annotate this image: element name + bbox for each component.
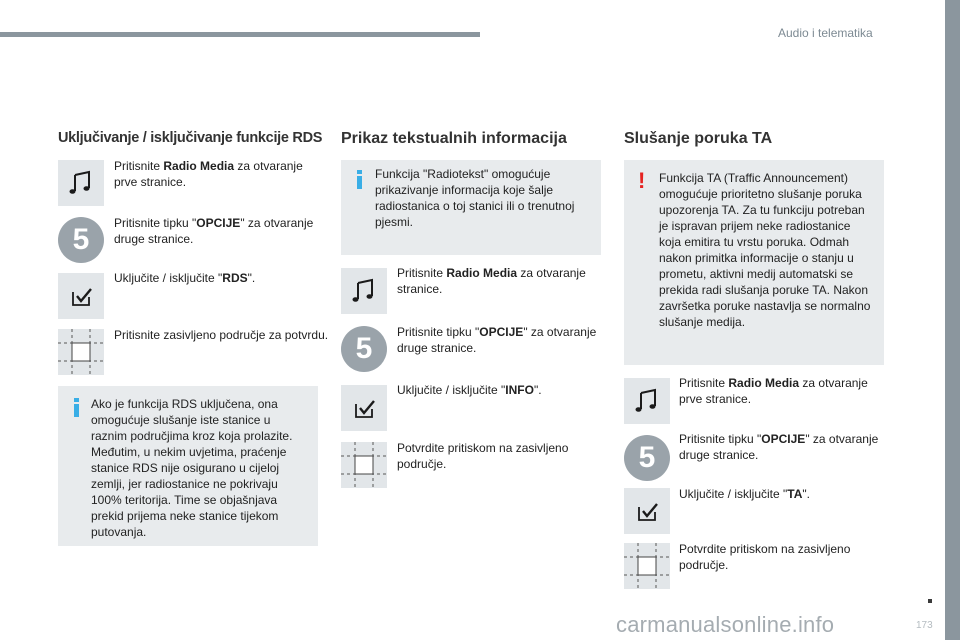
- radiotext-info-box: [341, 160, 601, 255]
- touch-area-icon: [624, 543, 670, 589]
- ta-heading: Slušanje poruka TA: [624, 130, 773, 147]
- radiotext-step-2: Pritisnite tipku "OPCIJE" za otvaranje druge stranice.: [397, 325, 597, 355]
- rds-step-4: Pritisnite zasivljeno područje za potvrdu.: [114, 328, 329, 342]
- page-edge-strip: [945, 0, 960, 640]
- page-marker: [928, 599, 932, 603]
- radiotext-step-4: Potvrdite pritiskom na zasivljeno područje.: [397, 441, 569, 471]
- touch-area-icon: [58, 329, 104, 375]
- music-note-icon: [58, 160, 104, 206]
- ta-step-3: Uključite / isključite "TA".: [679, 487, 810, 501]
- header-rule: [0, 32, 480, 37]
- rds-step-1: Pritisnite Radio Media za otvaranje prve stranice.: [114, 159, 303, 189]
- touch-area-icon: [341, 442, 387, 488]
- rds-step-2: Pritisnite tipku "OPCIJE" za otvaranje druge stranice.: [114, 216, 314, 246]
- watermark: carmanualsonline.info: [616, 612, 835, 637]
- info-icon: [74, 398, 79, 417]
- music-note-icon: [624, 378, 670, 424]
- ta-step-2: Pritisnite tipku "OPCIJE" za otvaranje druge stranice.: [679, 432, 879, 462]
- checkbox-icon: [624, 488, 670, 534]
- warning-icon: !: [638, 168, 646, 193]
- checkbox-icon: [58, 273, 104, 319]
- radiotext-step-3: Uključite / isključite "INFO".: [397, 383, 542, 397]
- ta-warning-text: Funkcija TA (Traffic Announcement) omogućuje prioritetno slušanje poruka upozorenja TA. Za tu funkciju potreban je ispravan prijem neke radiostanice koja emitira tu vrstu poruka. Odmah nakon primitka informacije o stanju u prometu, aktivni medij automatski se prekida radi slušanja poruke TA. Nakon završetka poruke nastavlja se normalno slušanje medija.: [659, 171, 871, 329]
- section-title: Audio i telematika: [778, 26, 873, 40]
- step-number-badge: 5: [341, 326, 387, 372]
- radiotext-heading: Prikaz tekstualnih informacija: [341, 130, 567, 147]
- ta-step-4: Potvrdite pritiskom na zasivljeno područje.: [679, 542, 851, 572]
- music-note-icon: [341, 268, 387, 314]
- page-number: 173: [916, 620, 933, 631]
- checkbox-icon: [341, 385, 387, 431]
- ta-step-1: Pritisnite Radio Media za otvaranje prve stranice.: [679, 376, 868, 406]
- info-icon: [357, 170, 362, 189]
- rds-step-3: Uključite / isključite "RDS".: [114, 271, 256, 285]
- rds-info-text: Ako je funkcija RDS uključena, ona omogućuje slušanje iste stanice u raznim područjima kroz koja prolazite. Međutim, u nekim uvjetima, praćenje stanice RDS nije osigurano u cijeloj zemlji, jer radiostanice ne pokrivaju 100% teritorija. Time se objašnjava prekid prijema neke stanice tijekom putovanja.: [91, 397, 293, 539]
- step-number-badge: 5: [58, 217, 104, 263]
- rds-heading: Uključivanje / isključivanje funkcije RDS: [58, 130, 323, 146]
- ta-warning-box: [624, 160, 884, 365]
- radiotext-info-text: Funkcija "Radiotekst" omogućuje prikazivanje informacija koje šalje radiostanica o toj stanici ili o trenutnoj pjesmi.: [375, 167, 575, 229]
- rds-info-box: [58, 386, 318, 546]
- radiotext-step-1: Pritisnite Radio Media za otvaranje stranice.: [397, 266, 586, 296]
- step-number-badge: 5: [624, 435, 670, 481]
